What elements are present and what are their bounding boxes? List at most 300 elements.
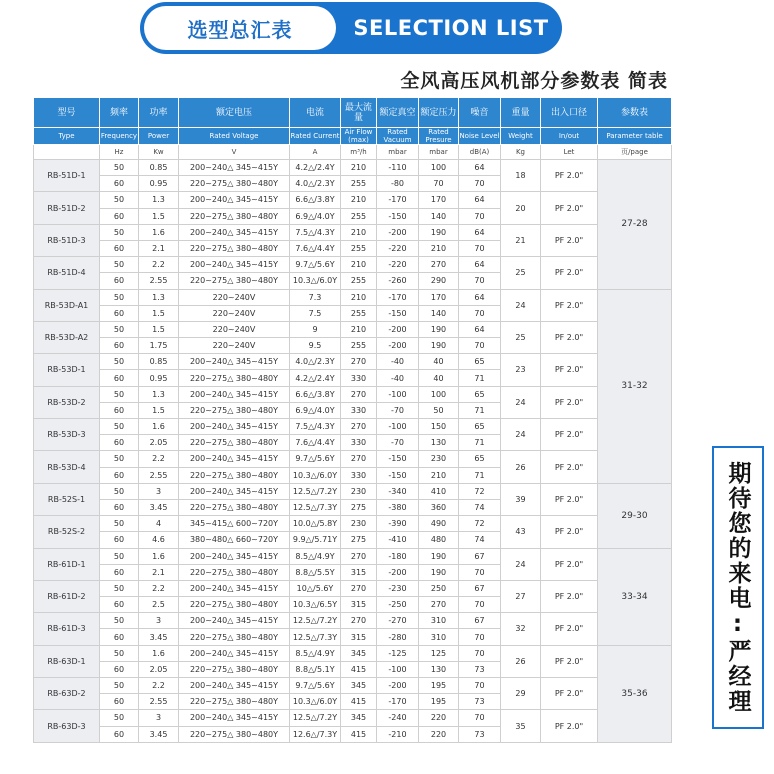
cell-rated-presure: 170 — [419, 289, 459, 305]
cell-frequency: 50 — [100, 321, 139, 337]
cell-noise-level: 64 — [459, 160, 501, 176]
table-title: 全风高压风机部分参数表 简表 — [400, 70, 668, 92]
cell-rated-presure: 210 — [419, 467, 459, 483]
model-name: RB-52S-1 — [34, 483, 100, 515]
cell-rated-vacuum: -200 — [377, 338, 419, 354]
cell-rated-current: 10.0△/5.8Y — [290, 516, 341, 532]
cell-air-flow-max-: 345 — [341, 645, 377, 661]
cell-frequency: 60 — [100, 694, 139, 710]
cell-power: 1.75 — [139, 338, 179, 354]
port-cell: PF 2.0" — [541, 710, 598, 742]
cell-power: 0.85 — [139, 354, 179, 370]
cell-rated-presure: 310 — [419, 629, 459, 645]
cell-noise-level: 73 — [459, 661, 501, 677]
cell-frequency: 60 — [100, 338, 139, 354]
header-cn-9: 重量 — [501, 98, 541, 128]
header-units-9: Kg — [501, 145, 541, 160]
cell-rated-voltage: 220~275△ 380~480Y — [179, 370, 290, 386]
cell-rated-voltage: 200~240△ 345~415Y — [179, 160, 290, 176]
table-row — [34, 710, 672, 726]
header-units-7: mbar — [419, 145, 459, 160]
model-name: RB-53D-1 — [34, 354, 100, 386]
header-cn-4: 电流 — [290, 98, 341, 128]
banner-title-cn: 选型总汇表 — [144, 6, 336, 50]
cell-power: 2.2 — [139, 451, 179, 467]
cell-rated-current: 9.7△/5.6Y — [290, 257, 341, 273]
cell-rated-vacuum: -200 — [377, 321, 419, 337]
parameter-page-range: 33-34 — [598, 548, 672, 645]
cell-power: 1.3 — [139, 289, 179, 305]
cell-frequency: 50 — [100, 516, 139, 532]
cell-power: 2.2 — [139, 580, 179, 596]
cell-power: 2.2 — [139, 257, 179, 273]
cell-power: 3.45 — [139, 629, 179, 645]
cell-power: 0.95 — [139, 176, 179, 192]
cell-rated-presure: 270 — [419, 597, 459, 613]
cell-air-flow-max-: 330 — [341, 370, 377, 386]
model-name: RB-52S-2 — [34, 516, 100, 548]
cell-rated-current: 7.6△/4.4Y — [290, 435, 341, 451]
port-cell: PF 2.0" — [541, 678, 598, 710]
cell-rated-current: 12.5△/7.2Y — [290, 710, 341, 726]
cell-rated-voltage: 220~275△ 380~480Y — [179, 467, 290, 483]
cell-noise-level: 64 — [459, 257, 501, 273]
cell-noise-level: 64 — [459, 192, 501, 208]
cell-rated-current: 6.9△/4.0Y — [290, 402, 341, 418]
cell-air-flow-max-: 255 — [341, 273, 377, 289]
cell-frequency: 50 — [100, 483, 139, 499]
port-cell: PF 2.0" — [541, 160, 598, 192]
cell-noise-level: 65 — [459, 354, 501, 370]
cell-air-flow-max-: 415 — [341, 694, 377, 710]
cell-frequency: 60 — [100, 564, 139, 580]
cell-frequency: 50 — [100, 289, 139, 305]
cell-rated-current: 12.5△/7.3Y — [290, 629, 341, 645]
cell-rated-presure: 70 — [419, 176, 459, 192]
cell-rated-vacuum: -200 — [377, 678, 419, 694]
cell-frequency: 50 — [100, 386, 139, 402]
selection-list-banner — [140, 2, 562, 54]
cell-rated-voltage: 220~240V — [179, 305, 290, 321]
cell-noise-level: 67 — [459, 613, 501, 629]
cell-noise-level: 70 — [459, 629, 501, 645]
cell-rated-vacuum: -100 — [377, 661, 419, 677]
cell-rated-presure: 290 — [419, 273, 459, 289]
cell-rated-presure: 190 — [419, 548, 459, 564]
cell-rated-vacuum: -170 — [377, 694, 419, 710]
cell-frequency: 50 — [100, 160, 139, 176]
cell-rated-voltage: 220~275△ 380~480Y — [179, 402, 290, 418]
port-cell: PF 2.0" — [541, 192, 598, 224]
weight-cell: 24 — [501, 289, 541, 321]
cell-rated-presure: 50 — [419, 402, 459, 418]
cell-noise-level: 74 — [459, 499, 501, 515]
header-cn-2: 功率 — [139, 98, 179, 128]
cell-rated-current: 7.6△/4.4Y — [290, 240, 341, 256]
cell-rated-vacuum: -150 — [377, 451, 419, 467]
header-cn-7: 额定压力 — [419, 98, 459, 128]
cell-rated-voltage: 220~240V — [179, 321, 290, 337]
cell-air-flow-max-: 210 — [341, 289, 377, 305]
cell-rated-current: 10.3△/6.0Y — [290, 467, 341, 483]
weight-cell: 25 — [501, 321, 541, 353]
cell-rated-current: 10△/5.6Y — [290, 580, 341, 596]
cell-rated-current: 12.5△/7.2Y — [290, 483, 341, 499]
cell-rated-current: 8.5△/4.9Y — [290, 645, 341, 661]
cell-power: 2.55 — [139, 273, 179, 289]
port-cell: PF 2.0" — [541, 321, 598, 353]
port-cell: PF 2.0" — [541, 613, 598, 645]
header-en-0: Type — [34, 128, 100, 145]
cell-rated-presure: 490 — [419, 516, 459, 532]
weight-cell: 26 — [501, 451, 541, 483]
banner-title-en: SELECTION LIST — [353, 16, 549, 40]
cell-rated-presure: 220 — [419, 710, 459, 726]
model-name: RB-51D-4 — [34, 257, 100, 289]
cell-noise-level: 72 — [459, 483, 501, 499]
cell-rated-voltage: 200~240△ 345~415Y — [179, 451, 290, 467]
cell-rated-current: 8.5△/4.9Y — [290, 548, 341, 564]
cell-rated-voltage: 200~240△ 345~415Y — [179, 613, 290, 629]
cell-rated-presure: 210 — [419, 240, 459, 256]
weight-cell: 39 — [501, 483, 541, 515]
cell-noise-level: 71 — [459, 435, 501, 451]
port-cell: PF 2.0" — [541, 516, 598, 548]
model-name: RB-53D-A2 — [34, 321, 100, 353]
cell-frequency: 50 — [100, 710, 139, 726]
model-name: RB-63D-1 — [34, 645, 100, 677]
cell-rated-presure: 190 — [419, 338, 459, 354]
cell-noise-level: 70 — [459, 338, 501, 354]
cell-rated-voltage: 220~240V — [179, 338, 290, 354]
cell-air-flow-max-: 230 — [341, 483, 377, 499]
cell-rated-voltage: 200~240△ 345~415Y — [179, 580, 290, 596]
cell-power: 1.6 — [139, 645, 179, 661]
cell-rated-vacuum: -110 — [377, 160, 419, 176]
cell-rated-voltage: 220~275△ 380~480Y — [179, 694, 290, 710]
header-en-9: Weight — [501, 128, 541, 145]
weight-cell: 26 — [501, 645, 541, 677]
cell-rated-presure: 40 — [419, 354, 459, 370]
cell-rated-presure: 170 — [419, 192, 459, 208]
cell-rated-voltage: 220~275△ 380~480Y — [179, 564, 290, 580]
cell-frequency: 50 — [100, 613, 139, 629]
cell-frequency: 50 — [100, 645, 139, 661]
table-row — [34, 580, 672, 596]
header-units-0 — [34, 145, 100, 160]
cell-air-flow-max-: 315 — [341, 629, 377, 645]
header-cn-10: 出入口径 — [541, 98, 598, 128]
cell-air-flow-max-: 270 — [341, 580, 377, 596]
cell-frequency: 60 — [100, 435, 139, 451]
cell-power: 3 — [139, 613, 179, 629]
cell-noise-level: 72 — [459, 516, 501, 532]
table-row — [34, 257, 672, 273]
cell-air-flow-max-: 345 — [341, 678, 377, 694]
cell-rated-presure: 140 — [419, 305, 459, 321]
cell-power: 2.55 — [139, 467, 179, 483]
cell-frequency: 50 — [100, 451, 139, 467]
table-row — [34, 613, 672, 629]
cell-rated-presure: 130 — [419, 661, 459, 677]
header-units-5: m³/h — [341, 145, 377, 160]
cell-power: 3.45 — [139, 499, 179, 515]
port-cell: PF 2.0" — [541, 451, 598, 483]
header-cn-0: 型号 — [34, 98, 100, 128]
header-units-3: V — [179, 145, 290, 160]
header-en-6: Rated Vacuum — [377, 128, 419, 145]
cell-noise-level: 70 — [459, 597, 501, 613]
cell-power: 2.05 — [139, 661, 179, 677]
cell-frequency: 50 — [100, 354, 139, 370]
cell-rated-voltage: 220~275△ 380~480Y — [179, 208, 290, 224]
parameter-table — [33, 97, 672, 743]
cell-rated-presure: 480 — [419, 532, 459, 548]
cell-rated-current: 12.5△/7.3Y — [290, 499, 341, 515]
cell-rated-vacuum: -125 — [377, 645, 419, 661]
model-name: RB-51D-2 — [34, 192, 100, 224]
model-name: RB-63D-2 — [34, 678, 100, 710]
cell-noise-level: 70 — [459, 678, 501, 694]
cell-rated-current: 4.0△/2.3Y — [290, 354, 341, 370]
cell-power: 2.55 — [139, 694, 179, 710]
weight-cell: 24 — [501, 419, 541, 451]
cell-power: 3.45 — [139, 726, 179, 742]
cell-air-flow-max-: 270 — [341, 386, 377, 402]
header-cn-8: 噪音 — [459, 98, 501, 128]
cell-rated-vacuum: -390 — [377, 516, 419, 532]
cell-noise-level: 73 — [459, 694, 501, 710]
cell-noise-level: 73 — [459, 726, 501, 742]
cell-rated-vacuum: -150 — [377, 305, 419, 321]
cell-rated-vacuum: -230 — [377, 580, 419, 596]
cell-noise-level: 70 — [459, 208, 501, 224]
cell-air-flow-max-: 255 — [341, 208, 377, 224]
contact-box — [712, 446, 764, 729]
cell-frequency: 60 — [100, 467, 139, 483]
cell-rated-voltage: 200~240△ 345~415Y — [179, 224, 290, 240]
model-name: RB-51D-1 — [34, 160, 100, 192]
header-units-1: Hz — [100, 145, 139, 160]
cell-power: 1.6 — [139, 224, 179, 240]
cell-power: 1.5 — [139, 305, 179, 321]
cell-air-flow-max-: 255 — [341, 240, 377, 256]
cell-air-flow-max-: 210 — [341, 160, 377, 176]
cell-rated-current: 10.3△/6.0Y — [290, 694, 341, 710]
cell-rated-vacuum: -200 — [377, 224, 419, 240]
cell-rated-voltage: 200~240△ 345~415Y — [179, 548, 290, 564]
cell-power: 2.2 — [139, 678, 179, 694]
cell-rated-voltage: 200~240△ 345~415Y — [179, 192, 290, 208]
table-row — [34, 192, 672, 208]
cell-rated-presure: 190 — [419, 224, 459, 240]
cell-air-flow-max-: 270 — [341, 548, 377, 564]
header-units-6: mbar — [377, 145, 419, 160]
cell-noise-level: 67 — [459, 580, 501, 596]
table-row — [34, 224, 672, 240]
cell-rated-voltage: 220~275△ 380~480Y — [179, 597, 290, 613]
port-cell: PF 2.0" — [541, 645, 598, 677]
header-cn-3: 额定电压 — [179, 98, 290, 128]
weight-cell: 35 — [501, 710, 541, 742]
cell-noise-level: 70 — [459, 273, 501, 289]
cell-frequency: 60 — [100, 370, 139, 386]
cell-noise-level: 64 — [459, 224, 501, 240]
cell-rated-vacuum: -150 — [377, 467, 419, 483]
cell-power: 2.1 — [139, 240, 179, 256]
header-cn-11: 参数表 — [598, 98, 672, 128]
cell-frequency: 60 — [100, 661, 139, 677]
cell-rated-voltage: 200~240△ 345~415Y — [179, 354, 290, 370]
cell-air-flow-max-: 415 — [341, 726, 377, 742]
cell-rated-voltage: 200~240△ 345~415Y — [179, 257, 290, 273]
cell-rated-presure: 100 — [419, 386, 459, 402]
model-name: RB-53D-A1 — [34, 289, 100, 321]
cell-noise-level: 71 — [459, 402, 501, 418]
cell-rated-voltage: 380~480△ 660~720Y — [179, 532, 290, 548]
weight-cell: 43 — [501, 516, 541, 548]
cell-rated-presure: 195 — [419, 678, 459, 694]
cell-air-flow-max-: 270 — [341, 451, 377, 467]
weight-cell: 21 — [501, 224, 541, 256]
cell-frequency: 50 — [100, 678, 139, 694]
header-en-1: Frequency — [100, 128, 139, 145]
table-row — [34, 451, 672, 467]
port-cell: PF 2.0" — [541, 289, 598, 321]
cell-rated-presure: 40 — [419, 370, 459, 386]
cell-rated-vacuum: -380 — [377, 499, 419, 515]
weight-cell: 23 — [501, 354, 541, 386]
cell-rated-current: 8.8△/5.1Y — [290, 661, 341, 677]
model-name: RB-51D-3 — [34, 224, 100, 256]
table-row — [34, 483, 672, 499]
table-row — [34, 516, 672, 532]
cell-rated-current: 6.6△/3.8Y — [290, 386, 341, 402]
cell-noise-level: 67 — [459, 548, 501, 564]
cell-rated-vacuum: -180 — [377, 548, 419, 564]
cell-rated-presure: 195 — [419, 694, 459, 710]
parameter-page-range: 27-28 — [598, 160, 672, 290]
cell-rated-vacuum: -210 — [377, 726, 419, 742]
header-cn-5: 最大流量 — [341, 98, 377, 128]
cell-rated-vacuum: -340 — [377, 483, 419, 499]
cell-rated-current: 9 — [290, 321, 341, 337]
weight-cell: 32 — [501, 613, 541, 645]
cell-noise-level: 65 — [459, 451, 501, 467]
cell-power: 4.6 — [139, 532, 179, 548]
parameter-page-range: 31-32 — [598, 289, 672, 483]
cell-rated-current: 9.7△/5.6Y — [290, 678, 341, 694]
cell-rated-vacuum: -100 — [377, 386, 419, 402]
cell-noise-level: 70 — [459, 240, 501, 256]
cell-frequency: 60 — [100, 726, 139, 742]
header-en-5: Air Flow (max) — [341, 128, 377, 145]
cell-frequency: 60 — [100, 499, 139, 515]
header-units-8: dB(A) — [459, 145, 501, 160]
cell-air-flow-max-: 330 — [341, 435, 377, 451]
cell-power: 3 — [139, 710, 179, 726]
cell-rated-presure: 230 — [419, 451, 459, 467]
cell-rated-voltage: 220~275△ 380~480Y — [179, 240, 290, 256]
cell-power: 1.5 — [139, 402, 179, 418]
cell-frequency: 60 — [100, 273, 139, 289]
parameter-page-range: 35-36 — [598, 645, 672, 742]
port-cell: PF 2.0" — [541, 483, 598, 515]
header-en-3: Rated Voltage — [179, 128, 290, 145]
cell-power: 0.85 — [139, 160, 179, 176]
cell-power: 2.1 — [139, 564, 179, 580]
model-name: RB-61D-2 — [34, 580, 100, 612]
weight-cell: 24 — [501, 386, 541, 418]
header-en-8: Noise Level — [459, 128, 501, 145]
cell-rated-voltage: 345~415△ 600~720Y — [179, 516, 290, 532]
port-cell: PF 2.0" — [541, 548, 598, 580]
cell-rated-presure: 125 — [419, 645, 459, 661]
cell-rated-presure: 130 — [419, 435, 459, 451]
cell-frequency: 60 — [100, 240, 139, 256]
cell-rated-current: 4.2△/2.4Y — [290, 160, 341, 176]
cell-power: 1.5 — [139, 208, 179, 224]
port-cell: PF 2.0" — [541, 580, 598, 612]
cell-rated-vacuum: -100 — [377, 419, 419, 435]
cell-rated-vacuum: -80 — [377, 176, 419, 192]
table-row — [34, 548, 672, 564]
cell-frequency: 60 — [100, 532, 139, 548]
cell-rated-current: 9.9△/5.71Y — [290, 532, 341, 548]
header-units-10: Let — [541, 145, 598, 160]
model-name: RB-53D-3 — [34, 419, 100, 451]
cell-noise-level: 70 — [459, 564, 501, 580]
cell-rated-presure: 360 — [419, 499, 459, 515]
cell-rated-vacuum: -170 — [377, 192, 419, 208]
cell-air-flow-max-: 330 — [341, 467, 377, 483]
cell-frequency: 50 — [100, 257, 139, 273]
cell-rated-presure: 250 — [419, 580, 459, 596]
cell-rated-current: 7.3 — [290, 289, 341, 305]
cell-rated-vacuum: -270 — [377, 613, 419, 629]
cell-noise-level: 71 — [459, 370, 501, 386]
cell-rated-voltage: 200~240△ 345~415Y — [179, 645, 290, 661]
cell-rated-vacuum: -220 — [377, 257, 419, 273]
cell-noise-level: 64 — [459, 289, 501, 305]
cell-rated-voltage: 220~275△ 380~480Y — [179, 629, 290, 645]
cell-rated-presure: 150 — [419, 419, 459, 435]
model-name: RB-53D-2 — [34, 386, 100, 418]
cell-rated-voltage: 220~275△ 380~480Y — [179, 435, 290, 451]
table-row — [34, 645, 672, 661]
header-en-11: Parameter table — [598, 128, 672, 145]
weight-cell: 18 — [501, 160, 541, 192]
cell-rated-presure: 100 — [419, 160, 459, 176]
cell-frequency: 60 — [100, 629, 139, 645]
cell-rated-current: 8.8△/5.5Y — [290, 564, 341, 580]
cell-power: 1.3 — [139, 192, 179, 208]
cell-rated-voltage: 220~275△ 380~480Y — [179, 273, 290, 289]
cell-noise-level: 70 — [459, 645, 501, 661]
table-row — [34, 354, 672, 370]
cell-frequency: 60 — [100, 208, 139, 224]
cell-rated-vacuum: -150 — [377, 208, 419, 224]
cell-rated-voltage: 220~275△ 380~480Y — [179, 176, 290, 192]
cell-rated-vacuum: -410 — [377, 532, 419, 548]
cell-air-flow-max-: 210 — [341, 257, 377, 273]
cell-noise-level: 70 — [459, 176, 501, 192]
header-en-7: Rated Presure — [419, 128, 459, 145]
cell-noise-level: 71 — [459, 467, 501, 483]
cell-rated-current: 6.9△/4.0Y — [290, 208, 341, 224]
cell-rated-vacuum: -260 — [377, 273, 419, 289]
cell-rated-vacuum: -280 — [377, 629, 419, 645]
